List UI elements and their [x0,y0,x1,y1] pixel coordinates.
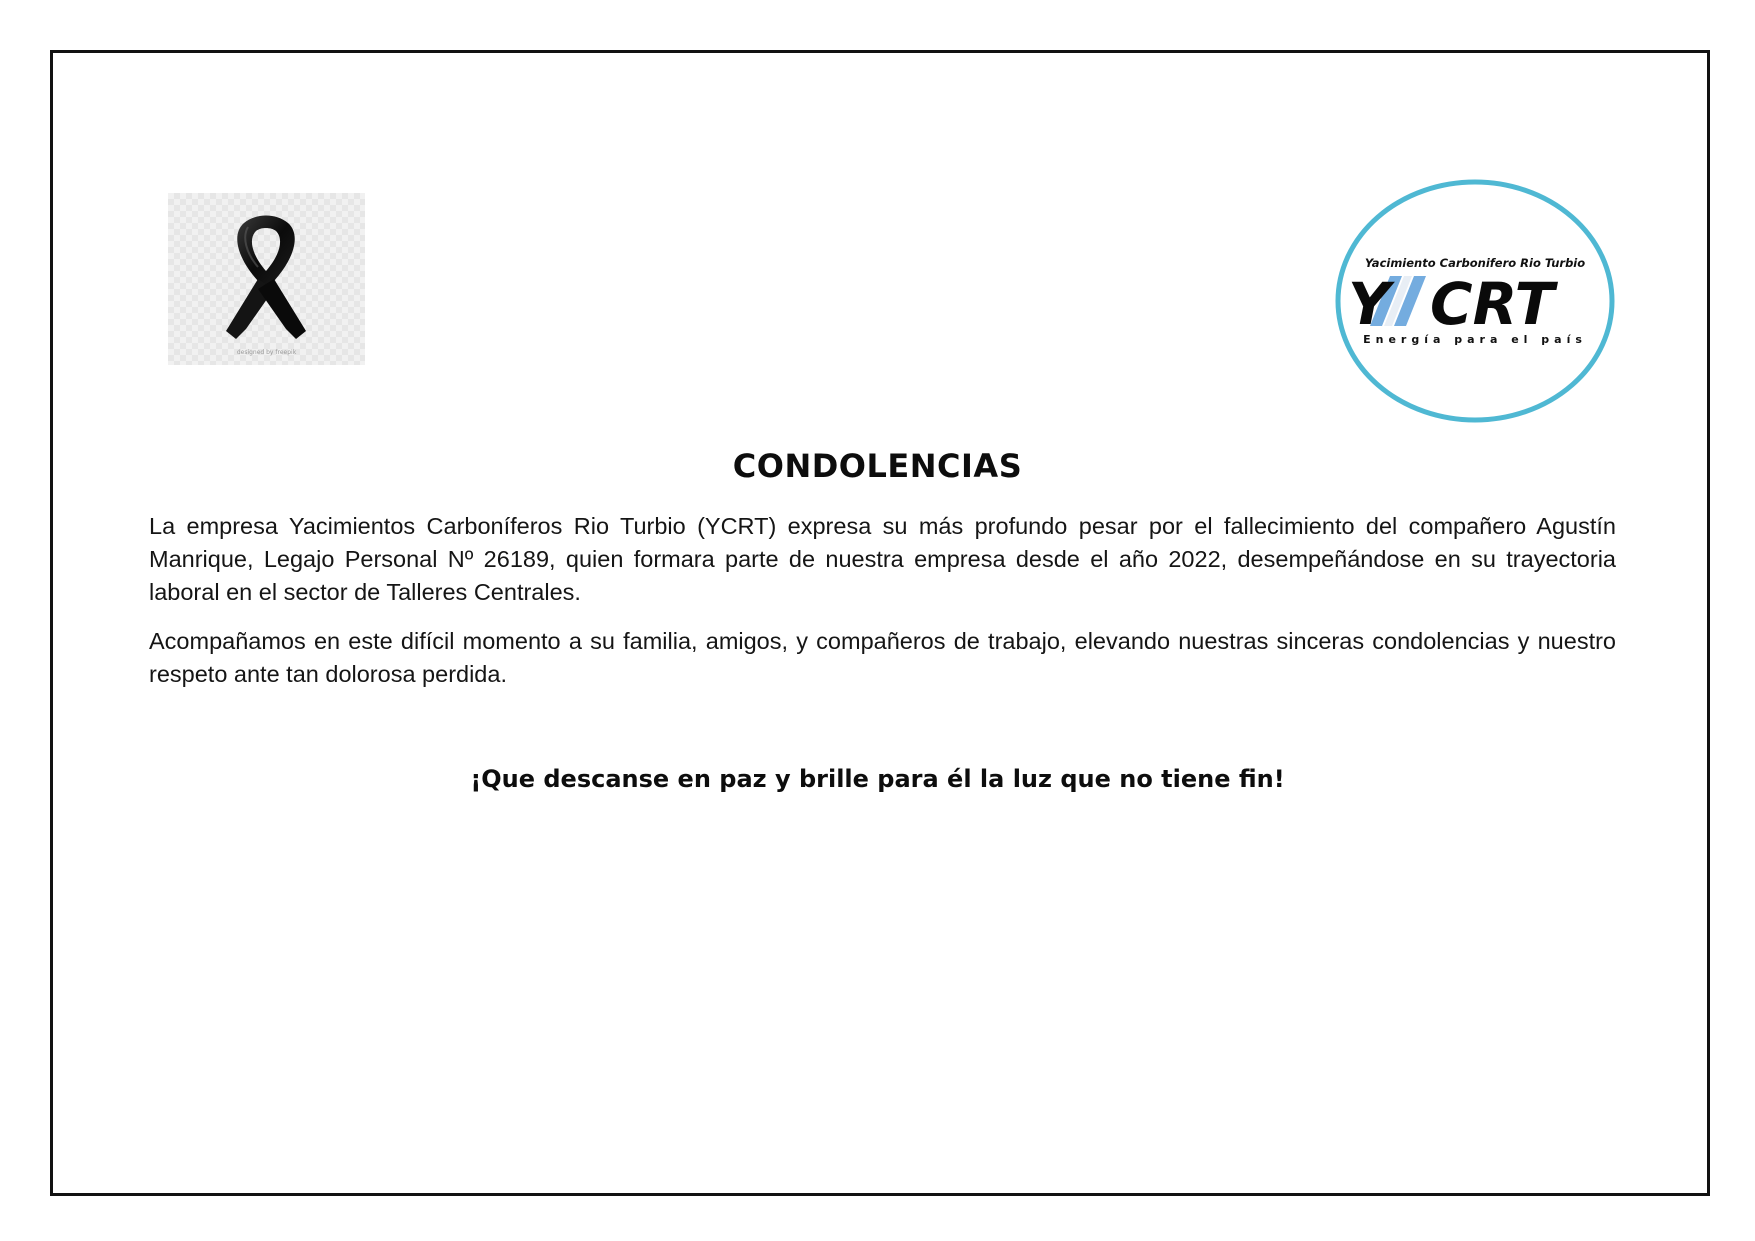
image-credit: designed by freepik [236,349,297,356]
mourning-ribbon-image [168,193,365,365]
logo-main-crt: CRT [1430,270,1555,338]
closing-message: ¡Que descanse en paz y brille para él la luz que no tiene fin! [470,765,1285,793]
ycrt-logo [1332,176,1618,426]
paragraph-support: Acompañamos en este difícil momento a su familia, amigos, y compañeros de trabajo, elevando nuestras sinceras condolencias y nuestro respeto ante tan dolorosa perdida. [149,628,1616,687]
paragraph-condolence: La empresa Yacimientos Carboníferos Rio Turbio (YCRT) expresa su más profundo pesar por el fallecimiento del compañero Agustín Manrique, Legajo Personal Nº 26189, quien formara parte de nuestra empresa desde el año 2022, desempeñándose en su trayectoria laboral en el sector de Talleres Centrales. [149,513,1616,605]
page-title: CONDOLENCIAS [732,447,1023,485]
logo-bottom-text: Energía para el país [1363,333,1587,346]
logo-main-y: Y [1348,270,1390,338]
logo-top-text: Yacimiento Carbonifero Rio Turbio [1364,256,1586,270]
black-ribbon-icon [168,193,365,365]
